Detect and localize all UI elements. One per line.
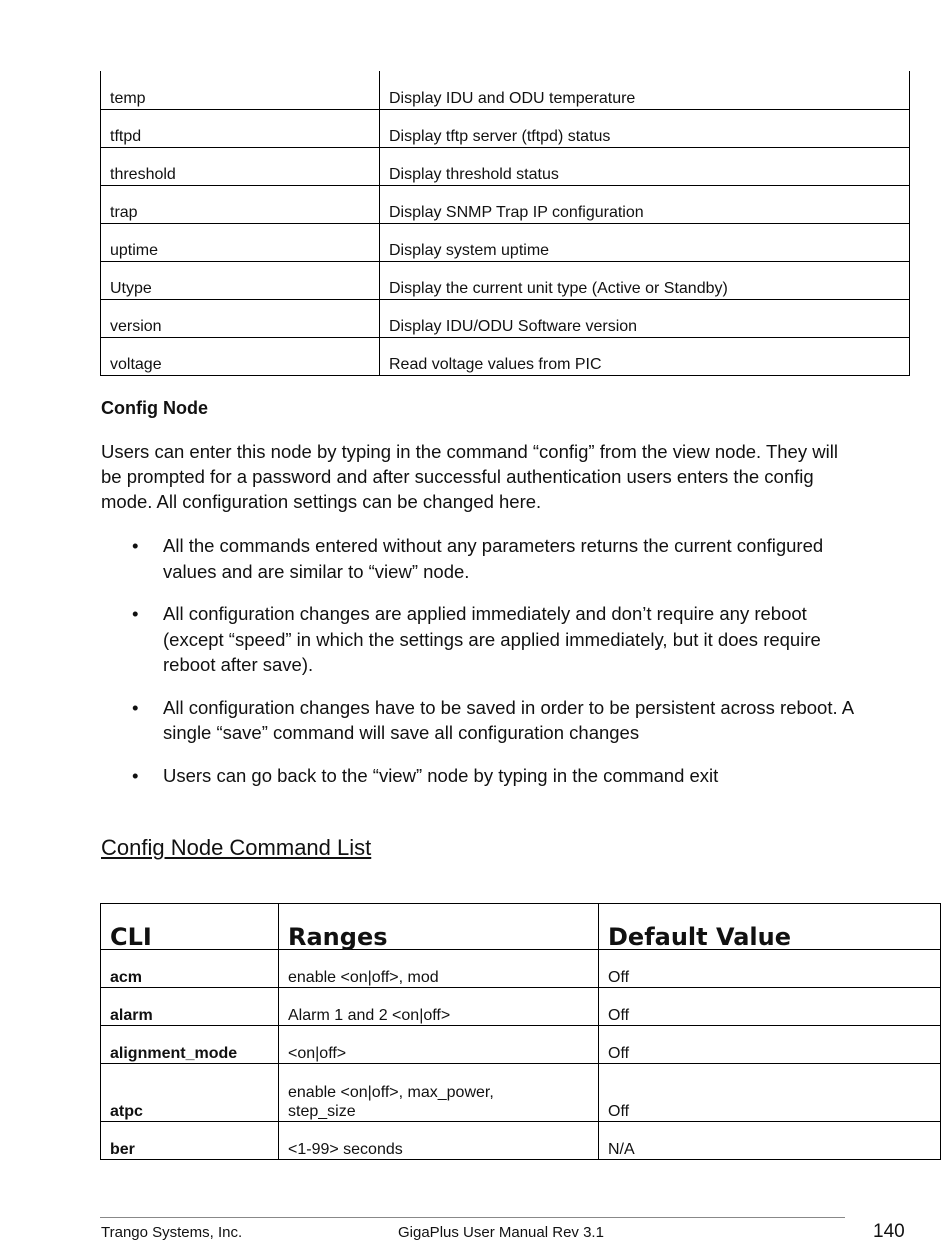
cli-cell: atpc [101, 1064, 279, 1122]
description-cell: Display system uptime [380, 223, 910, 261]
table-row [101, 1064, 941, 1122]
header-ranges: Ranges [279, 904, 599, 950]
table-row [101, 950, 941, 988]
command-cell: tftpd [101, 109, 380, 147]
table-header-row [101, 904, 941, 950]
config-node-paragraph: Users can enter this node by typing in the command “config” from the view node. They will be prompted for a password and after successful authentication users enters the config mode. All configuration settings can be changed here. [101, 441, 838, 512]
command-cell: Utype [101, 261, 380, 299]
config-command-table [100, 903, 941, 1160]
command-list-heading: Config Node Command List [101, 835, 372, 860]
table-row [101, 185, 910, 223]
default-cell: Off [599, 950, 941, 988]
ranges-cell [279, 1064, 599, 1122]
view-command-table [100, 71, 910, 376]
bullet-list [101, 533, 861, 805]
command-cell: temp [101, 71, 380, 109]
page-number: 140 [873, 1221, 905, 1242]
list-item [101, 763, 861, 789]
table-row [101, 299, 910, 337]
default-cell: N/A [599, 1122, 941, 1160]
default-cell: Off [599, 1064, 941, 1122]
table-row [101, 71, 910, 109]
table-row [101, 1122, 941, 1160]
command-cell: threshold [101, 147, 380, 185]
table-row [101, 1026, 941, 1064]
table-row [101, 223, 910, 261]
description-cell: Display threshold status [380, 147, 910, 185]
bullet-text: Users can go back to the “view” node by typing in the command exit [163, 764, 719, 786]
footer-divider [100, 1217, 845, 1218]
description-cell: Display IDU and ODU temperature [380, 71, 910, 109]
ranges-cell: <1-99> seconds [279, 1122, 599, 1160]
bullet-text: All configuration changes are applied immediately and don’t require any reboot (except “speed” in which the settings are applied immediately, but it does require reboot after save). [163, 603, 821, 675]
config-node-heading: Config Node [101, 398, 208, 418]
bullet-icon: • [132, 764, 139, 786]
command-cell: uptime [101, 223, 380, 261]
description-cell: Display SNMP Trap IP configuration [380, 185, 910, 223]
cli-cell: alignment_mode [101, 1026, 279, 1064]
description-cell: Display the current unit type (Active or Standby) [380, 261, 910, 299]
bullet-icon: • [132, 603, 139, 624]
table-row [101, 261, 910, 299]
header-cli: CLI [101, 904, 279, 950]
cli-cell: acm [101, 950, 279, 988]
bullet-text: All configuration changes have to be saved in order to be persistent across reboot. A single “save” command will save all configuration changes [163, 696, 854, 743]
table-row [101, 988, 941, 1026]
ranges-cell: <on|off> [279, 1026, 599, 1064]
list-item [101, 533, 861, 584]
cli-cell: ber [101, 1122, 279, 1160]
description-cell: Display IDU/ODU Software version [380, 299, 910, 337]
ranges-line: enable <on|off>, max_power, [288, 1084, 494, 1101]
command-cell: trap [101, 185, 380, 223]
ranges-line: step_size [288, 1103, 356, 1120]
cli-cell: alarm [101, 988, 279, 1026]
table-row [101, 147, 910, 185]
table-row [101, 337, 910, 375]
list-item [101, 695, 861, 746]
bullet-icon: • [132, 535, 139, 556]
bullet-text: All the commands entered without any parameters returns the current configured values and are similar to “view” node. [163, 535, 824, 582]
description-cell: Display tftp server (tftpd) status [380, 109, 910, 147]
ranges-cell: enable <on|off>, mod [279, 950, 599, 988]
default-cell: Off [599, 1026, 941, 1064]
header-default: Default Value [599, 904, 941, 950]
default-cell: Off [599, 988, 941, 1026]
list-item [101, 601, 861, 678]
description-cell: Read voltage values from PIC [380, 337, 910, 375]
footer-manual-title: GigaPlus User Manual Rev 3.1 [398, 1224, 604, 1241]
command-cell: voltage [101, 337, 380, 375]
table-row [101, 109, 910, 147]
bullet-icon: • [132, 696, 139, 718]
footer-company: Trango Systems, Inc. [101, 1224, 243, 1241]
command-cell: version [101, 299, 380, 337]
ranges-cell: Alarm 1 and 2 <on|off> [279, 988, 599, 1026]
